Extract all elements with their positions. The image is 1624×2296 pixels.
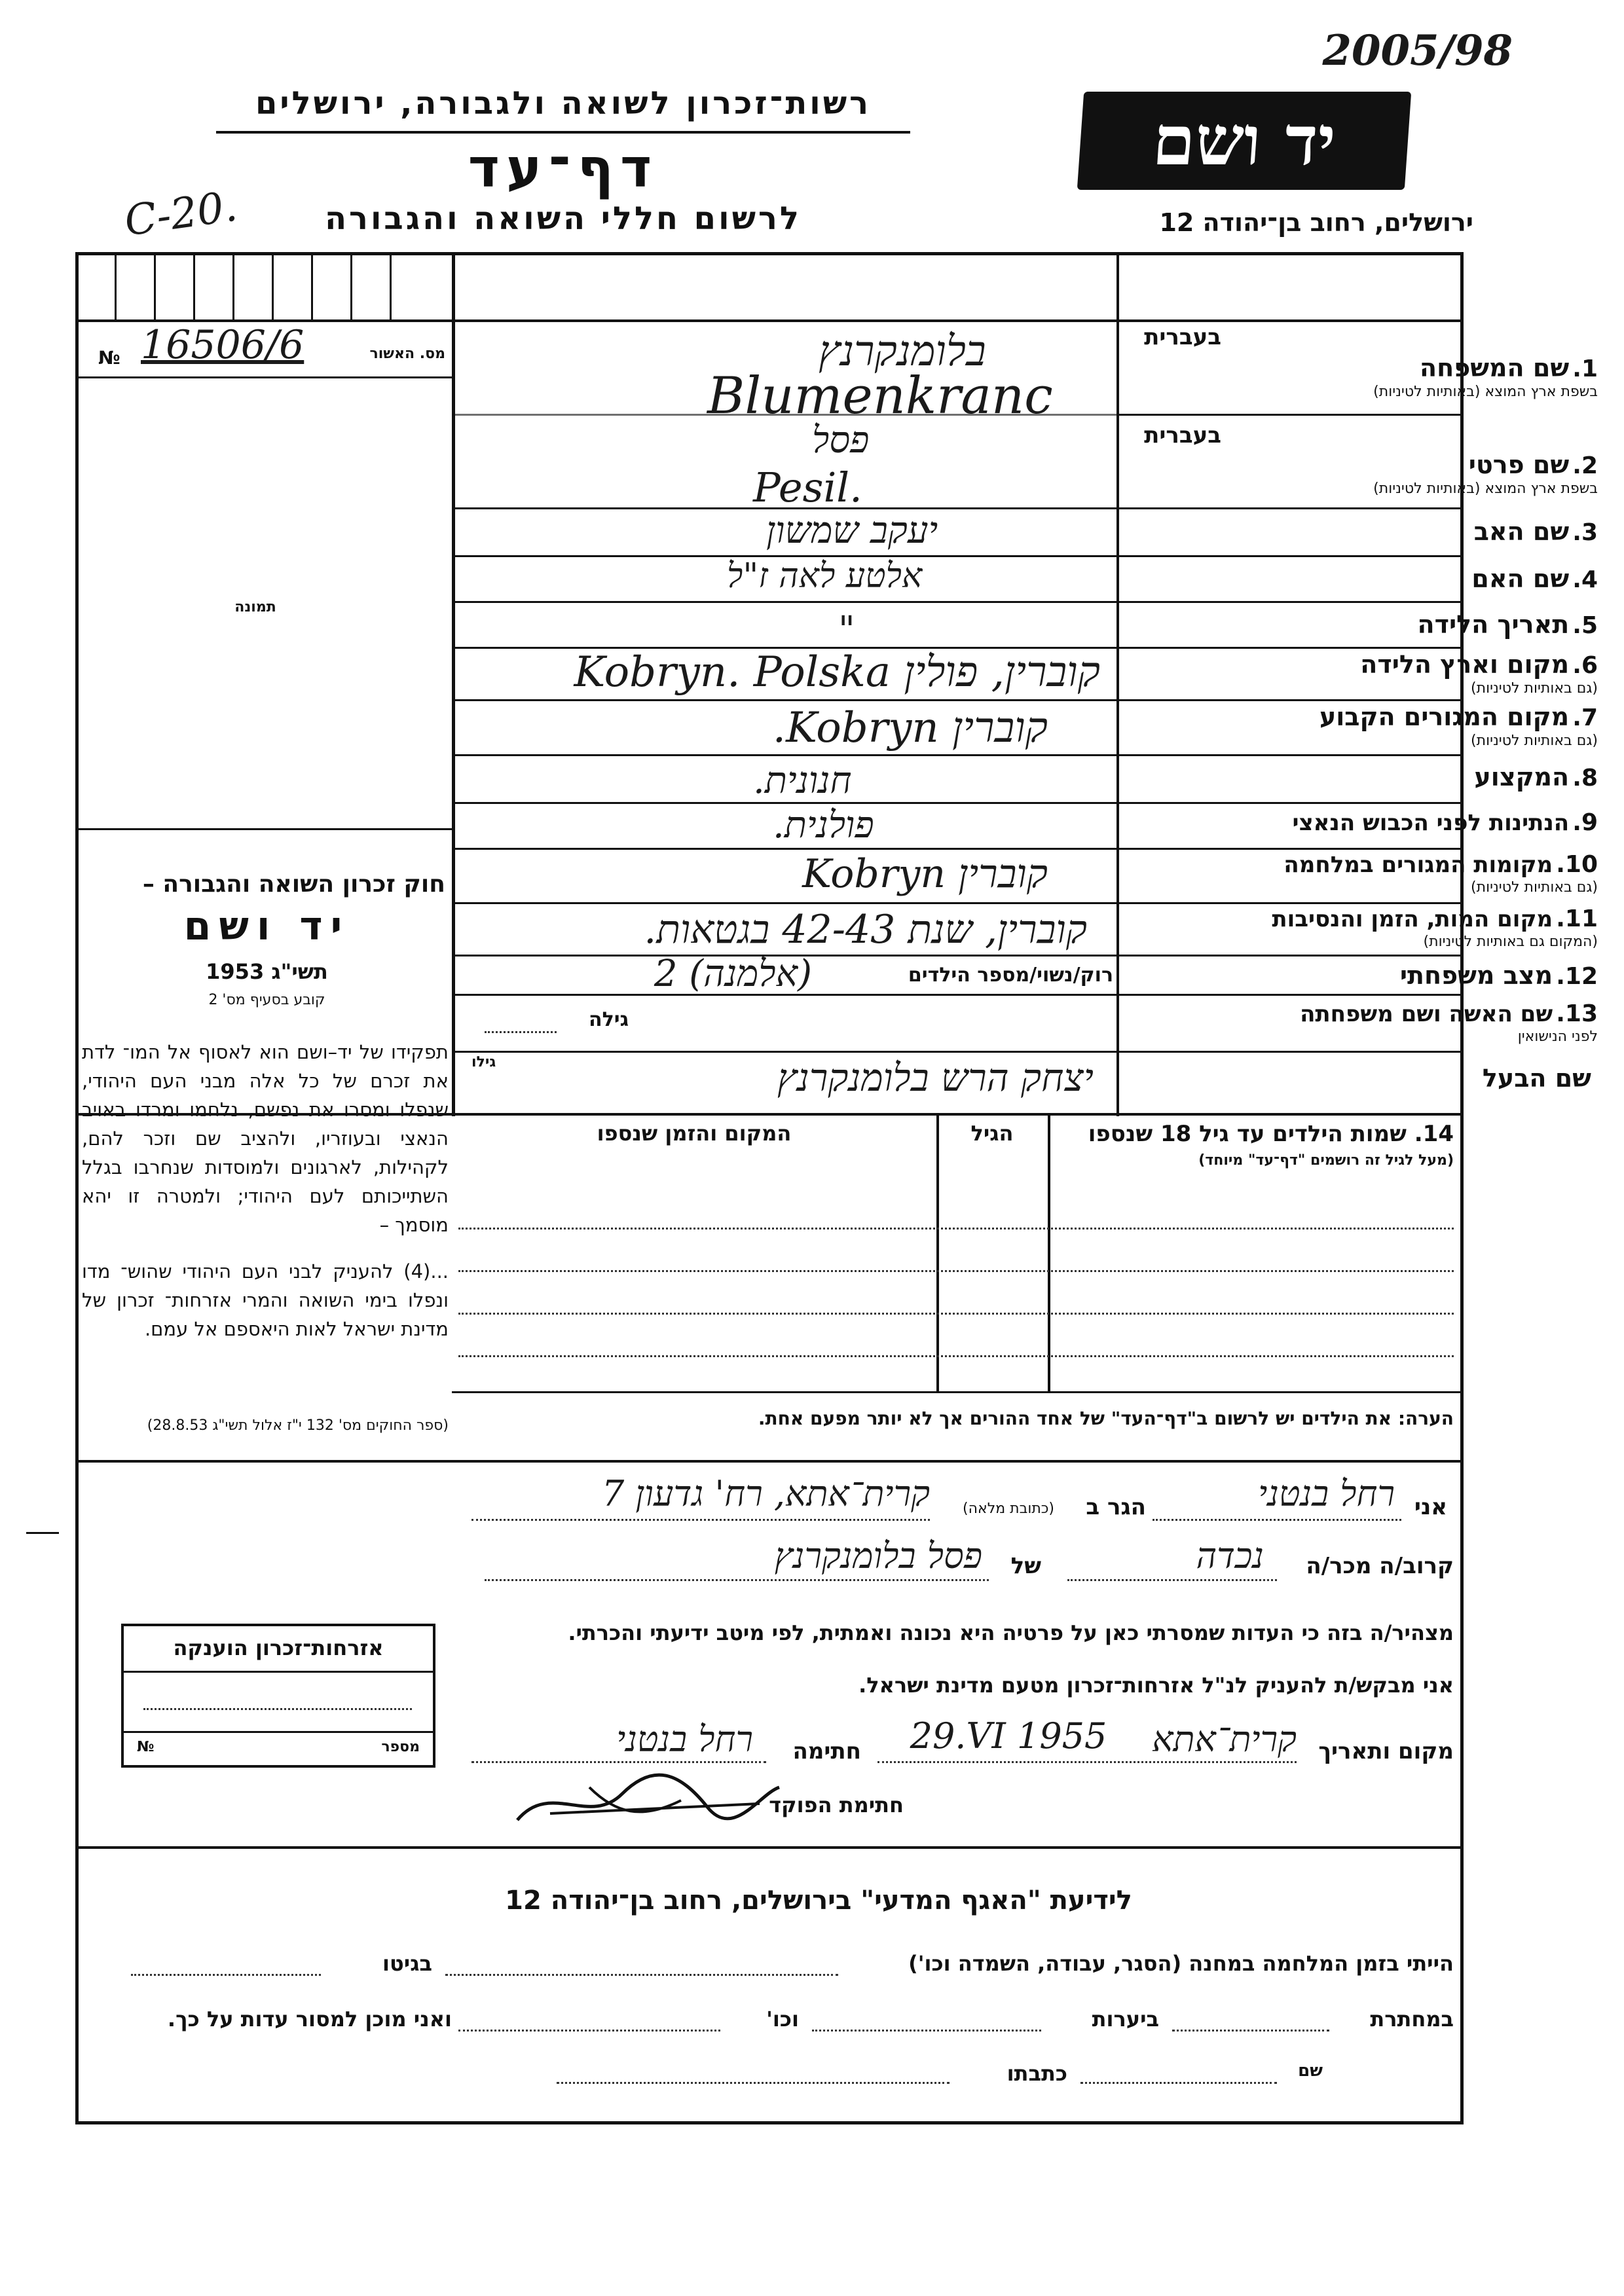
children-col-place: המקום והזמן שנספו — [597, 1121, 792, 1146]
citizenship-number-label: מספר — [381, 1739, 420, 1755]
field-label-marital-status — [1257, 961, 1598, 990]
field-num: 1. — [1572, 355, 1598, 382]
law-ref: (ספר החוקים מס' 132 י"ז אלול תשי"ג 28.8.53) — [147, 1417, 449, 1434]
field-label-birth-date — [1257, 610, 1598, 639]
decl-ani-label: אני — [1414, 1494, 1447, 1520]
footer-line2-c: וכו' — [766, 2007, 799, 2032]
citizenship-number-sign: № — [137, 1739, 155, 1755]
margin-note: C-20. — [121, 182, 240, 246]
yad-vashem-logo — [1077, 92, 1411, 190]
decl-relation-value: נכדה — [1196, 1535, 1264, 1576]
field-label-mother — [1257, 564, 1598, 593]
field-label: מקום המות, הזמן והנסיבות — [1272, 906, 1553, 932]
field-sub: בשפת ארץ המוצא (באותיות לטיניות) — [1373, 481, 1598, 497]
field-num: 5. — [1572, 612, 1598, 639]
field-sub: (גם באותיות לטיניות) — [1471, 680, 1598, 697]
logo-text: יד ושם — [1150, 100, 1338, 181]
field-label: תאריך הלידה — [1417, 610, 1570, 639]
decl-address-label: הגר ב — [1086, 1494, 1146, 1520]
archive-number: 2005/98 — [1322, 26, 1513, 75]
decl-address-sub: (כתובת מלאה) — [963, 1501, 1054, 1517]
field-label: מקומות המגורים במלחמה — [1283, 852, 1553, 878]
decl-date-value: 29.VI 1955 — [910, 1715, 1107, 1757]
field-sub: לפני הנישואין — [1517, 1029, 1598, 1045]
field-num: 4. — [1572, 566, 1598, 593]
first-name-hebrew: פסל — [812, 419, 870, 462]
decl-place-date-label: מקום ותאריך — [1318, 1738, 1454, 1764]
field-label: הנתינות לפני הכבוש הנאצי — [1292, 810, 1570, 836]
husband-value: יצחק הרש בלומנקרנץ — [777, 1055, 1094, 1100]
children-sub: (מעל לגיל זה רושמים "דף־עד" מיוחד) — [1198, 1152, 1454, 1169]
field-num: 13. — [1556, 1000, 1598, 1027]
decl-ani-value: רחל בנטני — [1258, 1473, 1395, 1514]
birthplace: קוברין, פולין Kobryn. Polska — [574, 648, 1100, 697]
law-year: תשי"ג 1953 — [206, 959, 328, 984]
wartime-residence: קוברין Kobryn — [802, 851, 1048, 897]
field-label: שם האם — [1471, 564, 1570, 593]
field-num: 6. — [1572, 652, 1598, 679]
family-name-latin: Blumenkranc — [707, 367, 1053, 426]
decl-signature-label: חתימה — [792, 1738, 861, 1764]
field-label: שם המשפחה — [1420, 354, 1570, 382]
law-clause: קובע בסעיף מס' 2 — [208, 992, 325, 1008]
decl-statement: מצהיר/ה בזה כי העדות שמסרתי כאן על פרטיה היא נכונה ואמתית, לפי מיטב ידיעתי והכרתי. — [568, 1620, 1454, 1645]
field-label: מקום המגורים הקבוע — [1319, 702, 1570, 731]
field-num: 2. — [1572, 452, 1598, 479]
approval-no-sign: № — [98, 347, 120, 369]
form-subtitle: לרשום חללי השואה והגבורה — [325, 200, 802, 237]
marital-value: (אלמנה) 2 — [654, 953, 812, 995]
field-num: 8. — [1572, 765, 1598, 792]
mother-name: אלטע לאה ז"ל — [727, 556, 923, 596]
note: הערה: את הילדים יש לרשום ב"דף־העד" של אחד ההורים אך לא יותר מפעם אחת. — [758, 1408, 1454, 1429]
field-label-father — [1257, 517, 1598, 546]
field-num: 10. — [1556, 851, 1598, 878]
field-label-wartime-residence — [1257, 851, 1598, 896]
field-label-family-name — [1257, 354, 1598, 400]
decl-of-value: פסל בלומנקרנץ — [774, 1535, 982, 1576]
address: ירושלים, רחוב בן־יהודה 12 — [1159, 208, 1473, 237]
husband-age-label: גילו — [471, 1054, 496, 1070]
field-label-birthplace — [1257, 650, 1598, 697]
field-sub: (המקום גם באותיות לטיניות) — [1423, 934, 1598, 950]
decl-relation-label: קרוב/ה מכר/ה — [1306, 1553, 1454, 1579]
field-sub: (גם באותיות לטיניות) — [1471, 879, 1598, 896]
field-label-death-place — [1257, 905, 1598, 950]
footer-line1-a: הייתי בזמן המלחמה במחנה (הסגר, עבודה, השמדה וכו') — [908, 1951, 1454, 1976]
occupation: חנונית. — [753, 759, 852, 802]
citizenship-box — [121, 1624, 435, 1768]
authority-title: רשות־זכרון לשואה ולגבורה, ירושלים — [255, 85, 872, 122]
decl-request: אני מבקש/ת להעניק לנ"ל אזרחות־זכרון מטעם מדינת ישראל. — [858, 1673, 1454, 1698]
field-num: 12. — [1556, 963, 1598, 990]
field-label: שם האשה ושם משפחתה — [1300, 1001, 1553, 1027]
law-title: חוק זכרון השואה והגבורה – — [142, 871, 445, 898]
field-label: שם האב — [1473, 517, 1570, 546]
father-name: יעקב שמשון — [766, 509, 938, 552]
birth-date: " — [838, 609, 855, 651]
footer-line3-a: שם — [1298, 2061, 1323, 2081]
hebrew-col-header-2: בעברית — [1144, 422, 1221, 448]
field-num: 3. — [1572, 519, 1598, 546]
field-num: 11. — [1556, 905, 1598, 932]
form-title: דף־עד — [468, 137, 659, 200]
death-place: קוברין, שנת 42-43 בגטאות. — [644, 907, 1087, 953]
field-sub: (גם באותיות לטיניות) — [1471, 733, 1598, 749]
footer-title: לידיעת "האגף המדעי" בירושלים, רחוב בן־יהודה 12 — [505, 1886, 1132, 1916]
field-label-residence — [1257, 702, 1598, 749]
decl-place-value: קרית־אתא — [1152, 1719, 1297, 1760]
footer-line3-b: כתבתו — [1006, 2061, 1067, 2086]
age-label: גילה — [589, 1008, 629, 1031]
field-num: 7. — [1572, 704, 1598, 731]
decl-official-signature-label: חתימת הפוקד — [769, 1793, 904, 1817]
first-name-latin: Pesil. — [753, 464, 862, 511]
field-label-occupation — [1257, 763, 1598, 792]
decl-of-label: של — [1010, 1553, 1041, 1579]
field-num: 9. — [1572, 809, 1598, 836]
approval-label: מס. האשור — [369, 346, 445, 362]
children-col-age: הגיל — [970, 1121, 1014, 1146]
field-sub: בשפת ארץ המוצא (באותיות לטיניות) — [1373, 384, 1598, 400]
photo-label: תמונה — [234, 599, 276, 615]
husband-label: שם הבעל — [1482, 1064, 1591, 1093]
citizenship-box-title: אזרחות־זכרון הוענקה — [173, 1635, 384, 1660]
decl-signature-value: רחל בנטני — [616, 1719, 753, 1760]
marital-options: רוק/נשוי/מספר הילדים — [908, 964, 1113, 987]
residence: קוברין Kobryn. — [772, 704, 1048, 752]
official-signature-scribble — [511, 1768, 786, 1833]
approval-value: 16506/6 — [141, 322, 304, 368]
footer-line2-d: ואני מוכן למסור עדות על כך. — [167, 2007, 452, 2032]
field-label-first-name — [1257, 450, 1598, 497]
field-label-maiden-name — [1257, 1000, 1598, 1045]
field-label: מקום וארץ הלידה — [1360, 650, 1570, 679]
margin-mark — [26, 1532, 59, 1534]
decl-address-value: קרית־אתא, רח' גדעון 7 — [601, 1473, 930, 1514]
law-para-2: ...(4) להעניק לבני העם היהודי שהוש־ מדו ונפלו בימי השואה והמרי אזרחות־ זכרון של מדינת ישראל לאות היאספם אל עמם. — [82, 1260, 449, 1340]
footer-line2-b: ביערות — [1092, 2007, 1159, 2032]
footer-line1-b: בגיטו — [382, 1951, 432, 1976]
family-name-hebrew: בלומנקרנץ — [819, 327, 986, 376]
footer-line2-a: במחתרת — [1370, 2007, 1454, 2032]
field-label: מצב משפחתי — [1399, 961, 1553, 990]
nationality: פולנית. — [773, 804, 874, 847]
law-logo: יד ושם — [183, 903, 350, 949]
field-label: המקצוע — [1474, 763, 1570, 792]
field-label: שם פרטי — [1468, 450, 1570, 479]
law-para-1: תפקידו של יד–ושם הוא לאסוף אל המו־ לדת את זכרם של כל אלה מבני העם היהודי, שנפלו ומסרו את נפשם, נלחמו ומרדו באויב הנאצי ובעוזריו, ולהציב שם וזכר להם, לקהילות, לארגונים ולמוסדות שנחרבו בגלל השתייכותם לעם היהודי; ולמטרה זו יהא מוסמך – — [82, 1041, 449, 1236]
children-label: 14. שמות הילדים עד גיל 18 שנספו — [1088, 1121, 1454, 1147]
title-rule — [216, 131, 910, 134]
field-label-nationality — [1257, 809, 1598, 836]
hebrew-col-header-1: בעברית — [1144, 324, 1221, 350]
